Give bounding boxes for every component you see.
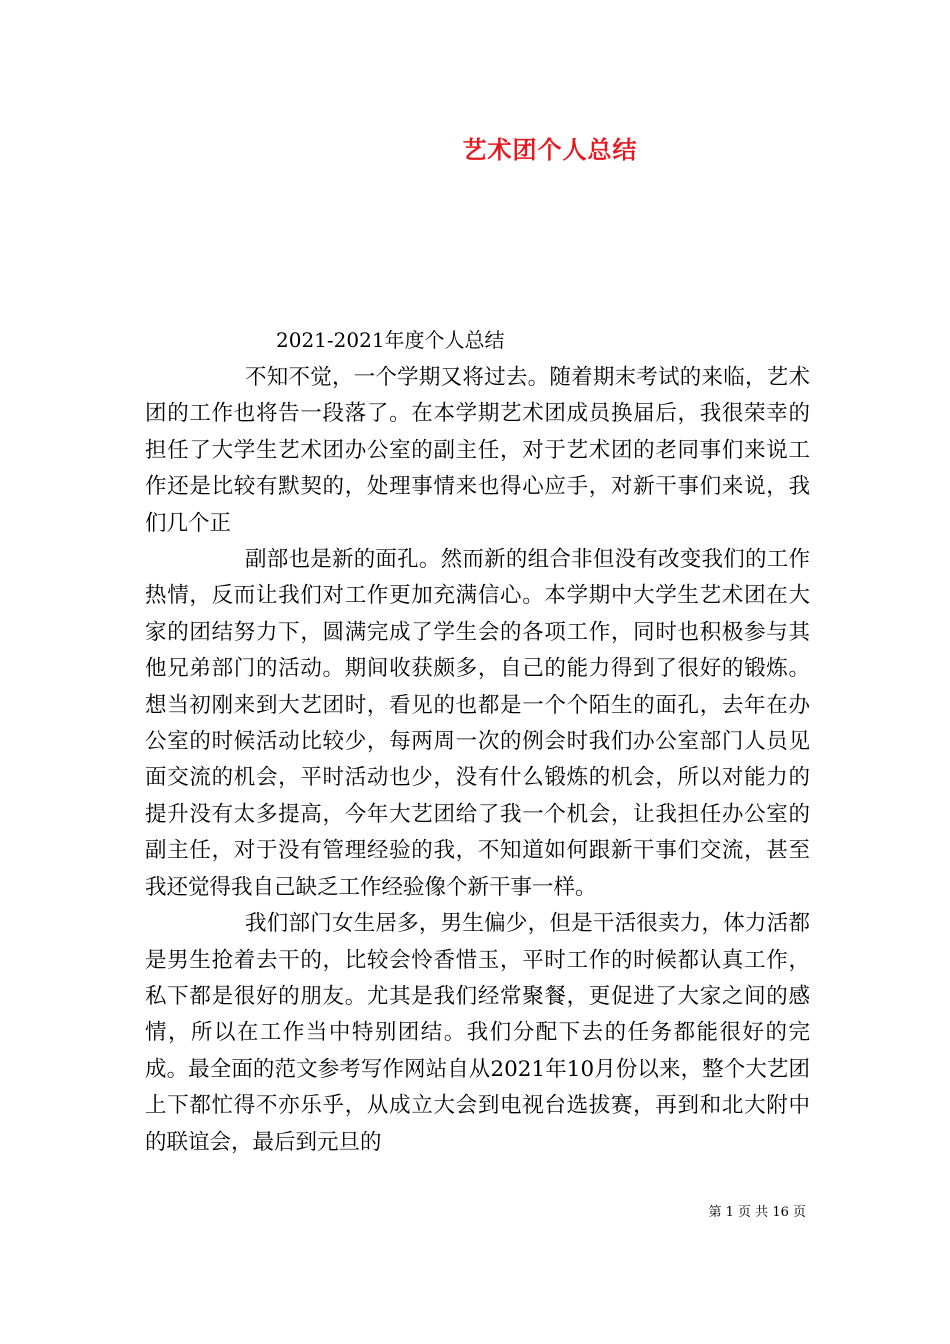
- body-paragraph-1: 不知不觉，一个学期又将过去。随着期末考试的来临，艺术团的工作也将告一段落了。在本学期艺术团成员换届后，我很荣幸的担任了大学生艺术团办公室的副主任，对于艺术团的老同事们来说工作还是比较有默契的，处理事情来也得心应手，对新干事们来说，我们几个正: [145, 365, 810, 536]
- document-subtitle: 2021-2021年度个人总结: [276, 328, 505, 352]
- document-body: [145, 360, 810, 1161]
- page-number-footer: 第 1 页 共 16 页: [708, 1205, 806, 1220]
- document-title: 艺术团个人总结: [462, 135, 638, 164]
- body-paragraph-3: 我们部门女生居多，男生偏少，但是干活很卖力，体力活都是男生抢着去干的，比较会怜香惜玉，平时工作的时候都认真工作，私下都是很好的朋友。尤其是我们经常聚餐，更促进了大家之间的感情，所以在工作当中特别团结。我们分配下去的任务都能很好的完成。最全面的范文参考写作网站自从2021年10月份以来，整个大艺团上下都忙得不亦乐乎，从成立大会到电视台选拔赛，再到和北大附中的联谊会，最后到元旦的: [145, 911, 810, 1155]
- body-paragraph-2: 副部也是新的面孔。然而新的组合非但没有改变我们的工作热情，反而让我们对工作更加充满信心。本学期中大学生艺术团在大家的团结努力下，圆满完成了学生会的各项工作，同时也积极参与其他兄弟部门的活动。期间收获颇多，自己的能力得到了很好的锻炼。想当初刚来到大艺团时，看见的也都是一个个陌生的面孔，去年在办公室的时候活动比较少，每两周一次的例会时我们办公室部门人员见面交流的机会，平时活动也少，没有什么锻炼的机会，所以对能力的提升没有太多提高，今年大艺团给了我一个机会，让我担任办公室的副主任，对于没有管理经验的我，不知道如何跟新干事们交流，甚至我还觉得我自己缺乏工作经验像个新干事一样。: [145, 547, 810, 900]
